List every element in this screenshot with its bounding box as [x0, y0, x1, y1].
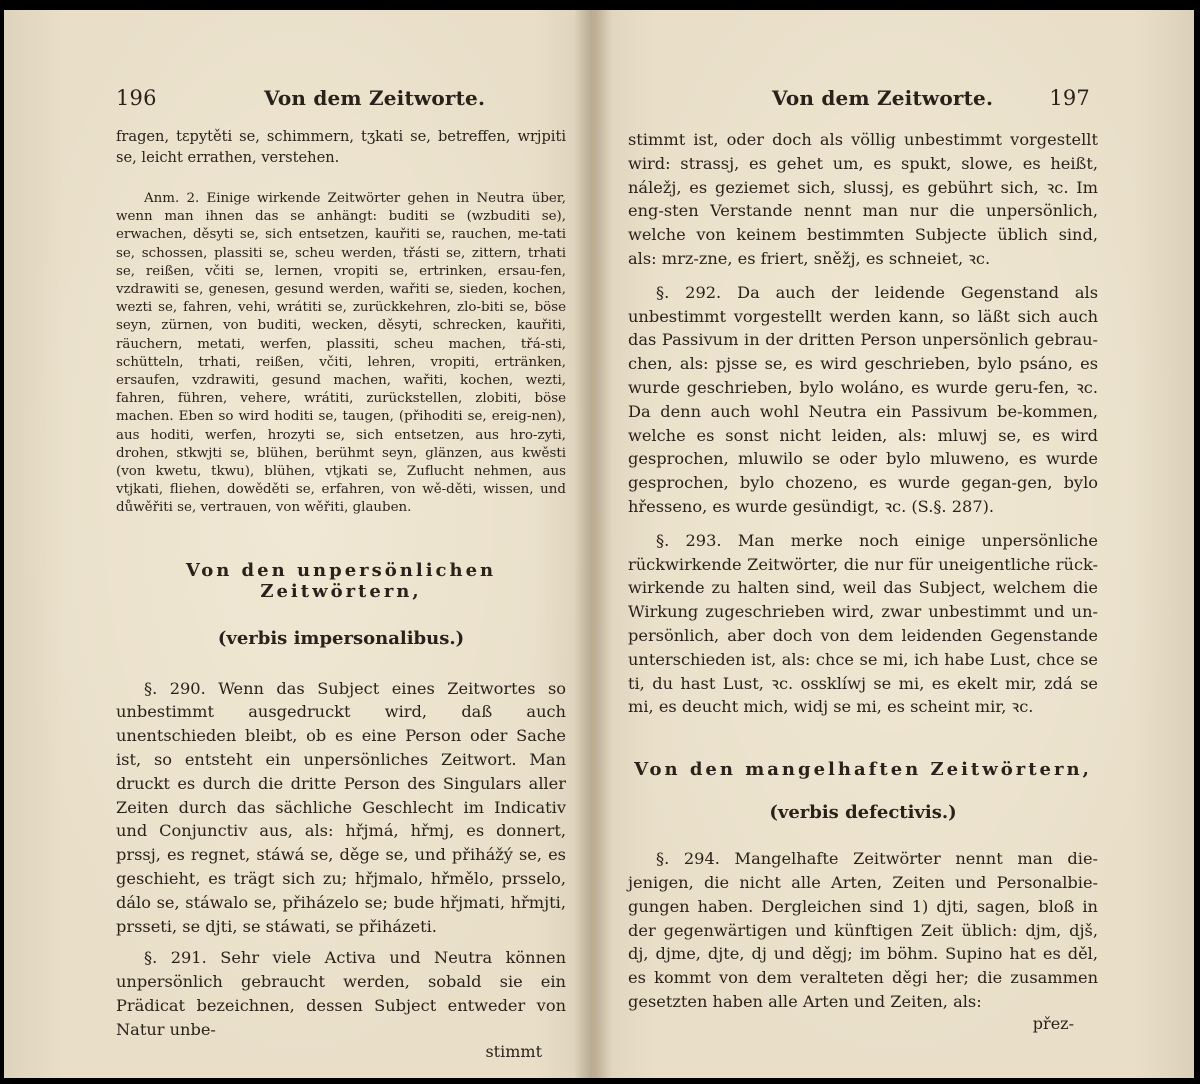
gutter-shadow	[574, 10, 592, 1078]
catchword: stimmt	[485, 1041, 542, 1061]
page-content	[628, 128, 1098, 1033]
left-page	[4, 10, 594, 1078]
section-subheading: (verbis defectivis.)	[769, 802, 957, 824]
annotation-paragraph: Anm. 2. Einige wirkende Zeitwörter gehen in Neutra über, wenn man ihnen das se anhängt: buditi se (wzbuditi se), erwachen, děsyti se, sich entsetzen, kauřiti se, rauchen, me-tati se, schossen, plassiti se, scheu werden, třásti se, zittern, trhati se, reißen, včiti se, lernen, vropiti se, ertrinken, ersau-fen, vzdrawiti se, genesen, gesund werden, wařiti se, sieden, kochen, wezti se, fahren, vehi, wrátiti se, zurückkehren, zlo-biti se, böse seyn, zürnen, von buditi, wecken, děsyti, schrecken, kauřiti, räuchern, metati, werfen, plassiti, scheu machen, třá-sti, schütteln, trhati, reißen, včiti, lehren, vropiti, ertränken, ersaufen, vzdrawiti, gesund machen, wařiti, kochen, wezti, fahren, führen, vehere, wrátiti, zurückstellen, zlobiti, böse machen. Eben so wird hoditi se, taugen, (přihoditi se, ereig-nen), aus hoditi, werfen, hrozyti se, sich entsetzen, aus hro-zyti, drohen, stkwjti se, blühen, berühmt seyn, glänzen, aus kwěsti (von kwetu, tkwu), blühen, vtjkati se, Zuflucht nehmen, aus vtjkati, fliehen, dowěděti se, erfahren, von wě-děti, wissen, und důwěřiti se, vertrauen, von wěřiti, glauben.	[116, 191, 566, 516]
paragraph-intro: fragen, tɛpytěti se, schimmern, tʒkati se, betreffen, wrjpiti se, leicht errathen, verstehen.	[116, 128, 566, 166]
book-spread	[4, 10, 1196, 1078]
page-content	[116, 126, 566, 1061]
page-number: 197	[1049, 86, 1090, 110]
paragraph-292: §. 292. Da auch der leidende Gegenstand als unbestimmt vorgestellt werden kann, so läßt sich auch das Passivum in der dritten Person unpersönlich gebrau-chen, als: pjsse se, es wird geschrieben, bylo psáno, es wurde geschrieben, bylo woláno, es wurde geru-fen, ꝛc. Da denn auch wohl Neutra ein Passivum be-kommen, welche es sonst nicht leiden, als: mluwj se, es wird gesprochen, mluwilo se oder bylo mluweno, es wurde gesprochen, bylo chozeno, es wurde gegan-gen, bylo hřesseno, es wurde gesündigt, ꝛc. (S.§. 287).	[628, 282, 1098, 516]
right-page	[594, 10, 1194, 1078]
paragraph-291: §. 291. Sehr viele Activa und Neutra können unpersönlich gebraucht werden, sobald sie ein Prädicat bezeichnen, dessen Subject entweder von Natur unbe-	[116, 948, 566, 1039]
section-heading: Von den mangelhaften Zeitwörtern,	[634, 759, 1092, 781]
section-subheading: (verbis impersonalibus.)	[217, 627, 465, 649]
section-heading: Von den unpersönlichen Zeitwörtern,	[185, 559, 497, 602]
paragraph-continued: stimmt ist, oder doch als völlig unbestimmt vorgestellt wird: strassj, es gehet um, es spukt, slowe, es heißt, náležj, es geziemet sich, slussj, es gebührt sich, ꝛc. Im eng-sten Verstande nennt man nur die unpersönlich, welche von keinem bestimmten Subjecte üblich sind, als: mrz-zne, es friert, sněžj, es schneiet, ꝛc.	[628, 130, 1098, 268]
paragraph-290: §. 290. Wenn das Subject eines Zeitwortes so unbestimmt ausgedruckt wird, daß auch unentschieden bleibt, ob es eine Person oder Sache ist, so entsteht ein unpersönliches Zeitwort. Man druckt es durch die dritte Person des Singulars aller Zeiten durch das sächliche Geschlecht im Indicativ und Conjunctiv aus, als: hřjmá, hřmj, es donnert, prssj, es regnet, stáwá se, děge se, und přihážý se, es geschieht, es trägt sich zu; hřjmalo, hřmělo, prsselo, dálo se, stáwalo se, přiházelo se; bude hřjmati, hřmjti, prsseti, se djti, se stáwati, se přiházeti.	[116, 678, 566, 936]
running-title: Von dem Zeitworte.	[264, 86, 486, 110]
paragraph-293: §. 293. Man merke noch einige unpersönliche rückwirkende Zeitwörter, die nur für uneigentliche rück-wirkende zu halten sind, weil das Subject, welchem die Wirkung zugeschrieben wird, zwar unbestimmt und un-persönlich, aber doch von dem leidenden Gegenstande unterschieden ist, als: chce se mi, ich habe Lust, chce se ti, du hast Lust, ꝛc. ossklíwj se mi, es ekelt mir, zdá se mi, es deucht mich, widj se mi, es scheint mir, ꝛc.	[628, 530, 1098, 717]
catchword: přez-	[1032, 1013, 1074, 1033]
page-number: 196	[116, 86, 157, 110]
gutter-shadow	[594, 10, 612, 1078]
paragraph-294: §. 294. Mangelhafte Zeitwörter nennt man die-jenigen, die nicht alle Arten, Zeiten und Personalbie-gungen haben. Dergleichen sind 1) djti, sagen, bloß in der gegenwärtigen und künftigen Zeit üblich: djm, djš, dj, djme, djte, dj und děgj; im böhm. Supino hat es děl, es kommt von dem veralteten děgi her; die zusammen gesetzten haben alle Arten und Zeiten, als:	[628, 849, 1098, 1011]
running-title: Von dem Zeitworte.	[772, 86, 994, 110]
